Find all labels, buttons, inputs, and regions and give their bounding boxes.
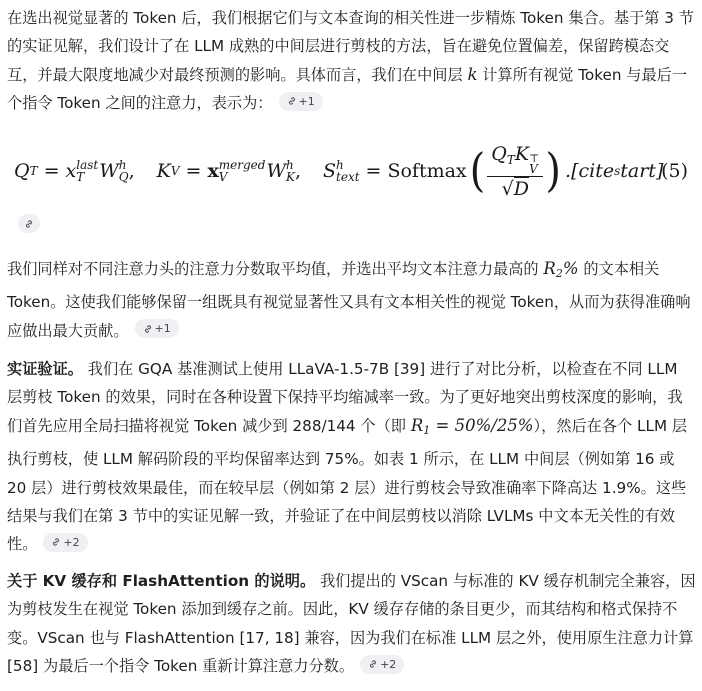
- paragraph-2: [7, 255, 697, 345]
- eq-symbol: W: [266, 160, 286, 182]
- eq-superscript: h: [285, 158, 294, 172]
- equation-5: [14, 140, 694, 202]
- eq-subscript: T: [29, 164, 38, 178]
- paragraph-text: 在选出视觉显著的 Token 后，我们根据它们与文本查询的相关性进一步精炼 Token 集合。基于第 3 节的实证见解，我们设计了在 LLM 成熟的中间层进行剪枝的方法，旨在避免位置偏差，保留跨模态交互，并最大限度地减少对最终预测的影响。具体而言，我们在中间层: [7, 9, 694, 84]
- math-expression: = 50%/25%: [430, 415, 534, 435]
- eq-superscript: ⊤: [529, 151, 540, 165]
- paragraph-text: 我们提出的 VScan 与标准的 KV 缓存机制完全兼容，因为剪枝发生在视觉 Token 添加到缓存之前。因此，KV 缓存存储的条目更少，而其结构和格式保持不变。VScan 也与 FlashAttention [17, 18] 兼容，因为我们在标准 LLM 层之外，使用原生注意力计算 [58] 为最后一个指令 Token 重新计算注意力分数。: [7, 572, 696, 676]
- paragraph-text: 我们在 GQA 基准测试上使用 LLaVA-1.5-7B [39] 进行了对比分析，以检查在不同 LLM 层剪枝 Token 的效果，同时在各种设置下保持平均缩减率一致。为了更好地突出剪枝深度的影响，我们首先应用全局扫描将视觉 Token 减少到 288/144 个（即: [7, 360, 683, 435]
- math-symbol: %: [562, 259, 579, 278]
- eq-symbol: W: [99, 160, 119, 182]
- paragraph-text: 我们同样对不同注意力头的注意力分数取平均值，并选出平均文本注意力最高的: [7, 260, 539, 278]
- citation-count: +2: [380, 657, 397, 671]
- eq-superscript: h: [336, 158, 344, 172]
- eq-superscript: h: [118, 158, 127, 172]
- eq-symbol: x: [65, 160, 77, 182]
- paragraph-text: 计算所有视觉 Token 与最后一个指令 Token 之间的注意力，表示为：: [7, 65, 688, 113]
- citation-chip[interactable]: [43, 533, 87, 552]
- math-variable-r: R: [410, 415, 424, 435]
- eq-subscript: V: [170, 164, 180, 178]
- section-lead: 关于 KV 缓存和 FlashAttention 的说明。: [7, 572, 316, 590]
- citation-chip[interactable]: [279, 92, 323, 111]
- eq-symbol: K: [156, 160, 171, 182]
- eq-text: tart]: [620, 160, 664, 182]
- eq-symbol: S: [323, 160, 337, 182]
- eq-superscript: last: [76, 158, 99, 172]
- equation-number: (5): [661, 160, 688, 182]
- citation-count: +1: [298, 94, 315, 108]
- eq-symbol: Q: [491, 142, 507, 165]
- link-icon: [368, 659, 378, 669]
- math-subscript: 1: [423, 423, 431, 437]
- equation-body: Q T = x last T W h Q , K V = x merged V W h K , S h text = Softmax ( $Q_TK$ ⊤ V √D ) .[cite s tart]: [14, 142, 664, 200]
- section-lead: 实证验证。: [7, 360, 83, 378]
- eq-subscript: s: [614, 164, 621, 178]
- link-icon: [287, 96, 297, 106]
- eq-function: Softmax: [387, 160, 467, 182]
- link-icon: [24, 219, 34, 229]
- eq-symbol: K: [514, 142, 530, 165]
- eq-symbol: D: [513, 177, 530, 200]
- citation-count: +2: [63, 535, 80, 549]
- eq-text: .[cite: [565, 160, 615, 182]
- paragraph-4: [7, 567, 697, 681]
- paragraph-3: [7, 355, 697, 559]
- eq-fraction: $Q_TK$ ⊤ V √D: [487, 143, 543, 200]
- eq-subscript: text: [336, 170, 360, 184]
- math-variable-r: R: [543, 259, 556, 278]
- paragraph-1: [7, 4, 697, 118]
- citation-count: +1: [154, 322, 171, 336]
- eq-subscript: V: [529, 161, 538, 176]
- eq-subscript: T: [506, 152, 515, 167]
- link-icon: [51, 537, 61, 547]
- math-subscript: 2: [555, 267, 563, 280]
- eq-subscript: T: [76, 170, 85, 184]
- paragraph-text: ），然后在各个 LLM 层执行剪枝，使 LLM 解码阶段的平均保留率达到 75%。如表 1 所示，在 LLM 中间层（例如第 16 或 20 层）进行剪枝效果最佳，而在较早层（例如第 2 层）进行剪枝会导致准确率下降高达 1.9%。这些结果与我们在第 3 节中的实证见解一致，并验证了在中间层剪枝以消除 LVLMs 中文本无关性的有效性。: [7, 416, 688, 554]
- eq-superscript: merged: [218, 158, 266, 172]
- citation-chip[interactable]: [360, 655, 404, 674]
- citation-chip[interactable]: [18, 214, 40, 233]
- eq-subscript: Q: [118, 170, 129, 184]
- eq-subscript: K: [285, 170, 295, 184]
- eq-subscript: V: [218, 170, 228, 184]
- eq-symbol: Q: [14, 160, 30, 182]
- math-variable-k: k: [467, 64, 478, 84]
- paragraph-text: 的文本相关 Token。这使我们能够保留一组既具有视觉显著性又具有文本相关性的视觉 Token，从而为获得准确响应做出最大贡献。: [7, 260, 691, 340]
- eq-symbol: x: [207, 160, 219, 182]
- link-icon: [143, 324, 153, 334]
- citation-chip[interactable]: [135, 319, 179, 338]
